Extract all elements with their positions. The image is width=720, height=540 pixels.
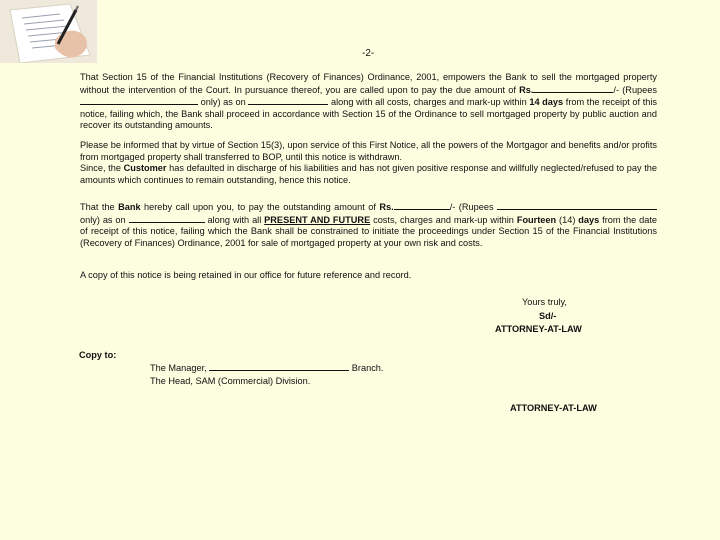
date-blank xyxy=(129,214,205,223)
text: costs, charges and mark-up within xyxy=(370,214,517,225)
paragraph-demand xyxy=(80,72,657,132)
rupees-words-blank xyxy=(497,201,657,210)
text: has defaulted in discharge of his liabilities and has not given positive response and willfully neglected/refused to pay the amounts which continues to remain outstanding, hence this notice. xyxy=(80,163,657,185)
closing-attorney: ATTORNEY-AT-LAW xyxy=(495,324,582,334)
customer-emphasis: Customer xyxy=(123,163,167,173)
text: Please be informed that by virtue of Section 15(3), upon service of this First Notice, all the powers of the Mortgagor and benefits and/or profits from mortgaged property shall transferred to BOP, until this notice is withdrawn. xyxy=(80,140,657,162)
bank-emphasis: Bank xyxy=(118,202,141,212)
text: from the receipt of this notice, failing which, the Bank shall proceed in accordance with Section 15 of the Ordinance to sell mortgaged property by public auction and recover its outstanding amounts. xyxy=(80,97,657,130)
date-blank xyxy=(248,96,328,105)
paragraph-call-upon xyxy=(80,201,657,249)
text: /- (Rupees xyxy=(449,202,498,212)
amount-blank xyxy=(533,84,613,93)
paragraph-powers xyxy=(80,140,657,163)
text: along with all costs, charges and mark-up within xyxy=(328,97,530,107)
text: from the date of receipt of this notice, failing which the Bank shall be constrained to initiate the proceedings under Section 15 of the Financial Institutions (Recovery of Finances) Ordinance, 2001 for sale of mortgaged property at your own risk and costs. xyxy=(80,214,657,248)
fourteen-emphasis: Fourteen xyxy=(516,214,557,225)
present-future-emphasis: PRESENT AND FUTURE xyxy=(264,214,371,225)
closing-yours-truly: Yours truly, xyxy=(522,297,567,307)
footer-attorney: ATTORNEY-AT-LAW xyxy=(510,403,597,413)
text: The Manager, xyxy=(150,363,210,373)
rupees-words-blank xyxy=(80,96,198,105)
amount-blank xyxy=(394,201,450,210)
text: only) as on xyxy=(198,97,249,107)
text: hereby call upon you, to pay the outstanding amount of xyxy=(140,202,380,212)
text: Branch. xyxy=(349,363,384,373)
paragraph-default xyxy=(80,163,657,186)
rs-label: Rs. xyxy=(519,84,534,95)
text: along with all xyxy=(204,214,265,225)
text: only) as on xyxy=(80,214,129,225)
branch-blank xyxy=(209,362,349,371)
text: Since, the xyxy=(80,163,124,173)
text: A copy of this notice is being retained in our office for future reference and record. xyxy=(80,270,412,280)
text: (14) xyxy=(556,214,579,225)
text: That the xyxy=(80,202,119,212)
days-emphasis: days xyxy=(578,214,600,225)
page-number: -2- xyxy=(362,48,375,59)
text: /- (Rupees xyxy=(613,84,657,95)
document-signing-image xyxy=(0,0,97,63)
rs-label: Rs. xyxy=(379,202,394,212)
text: That Section 15 of the Financial Institutions (Recovery of Finances) Ordinance, 2001, empowers the Bank to sell the mortgaged property without the intervention of the Court. In pursuance thereof, you are called upon to pay the due amount of xyxy=(80,72,657,95)
closing-sd: Sd/- xyxy=(539,311,557,321)
copy-to-label: Copy to: xyxy=(79,350,117,360)
copy-to-head-sam: The Head, SAM (Commercial) Division. xyxy=(150,376,311,386)
days-emphasis: 14 days xyxy=(529,97,564,107)
paragraph-copy-retained xyxy=(80,270,657,282)
copy-to-manager xyxy=(150,362,383,374)
